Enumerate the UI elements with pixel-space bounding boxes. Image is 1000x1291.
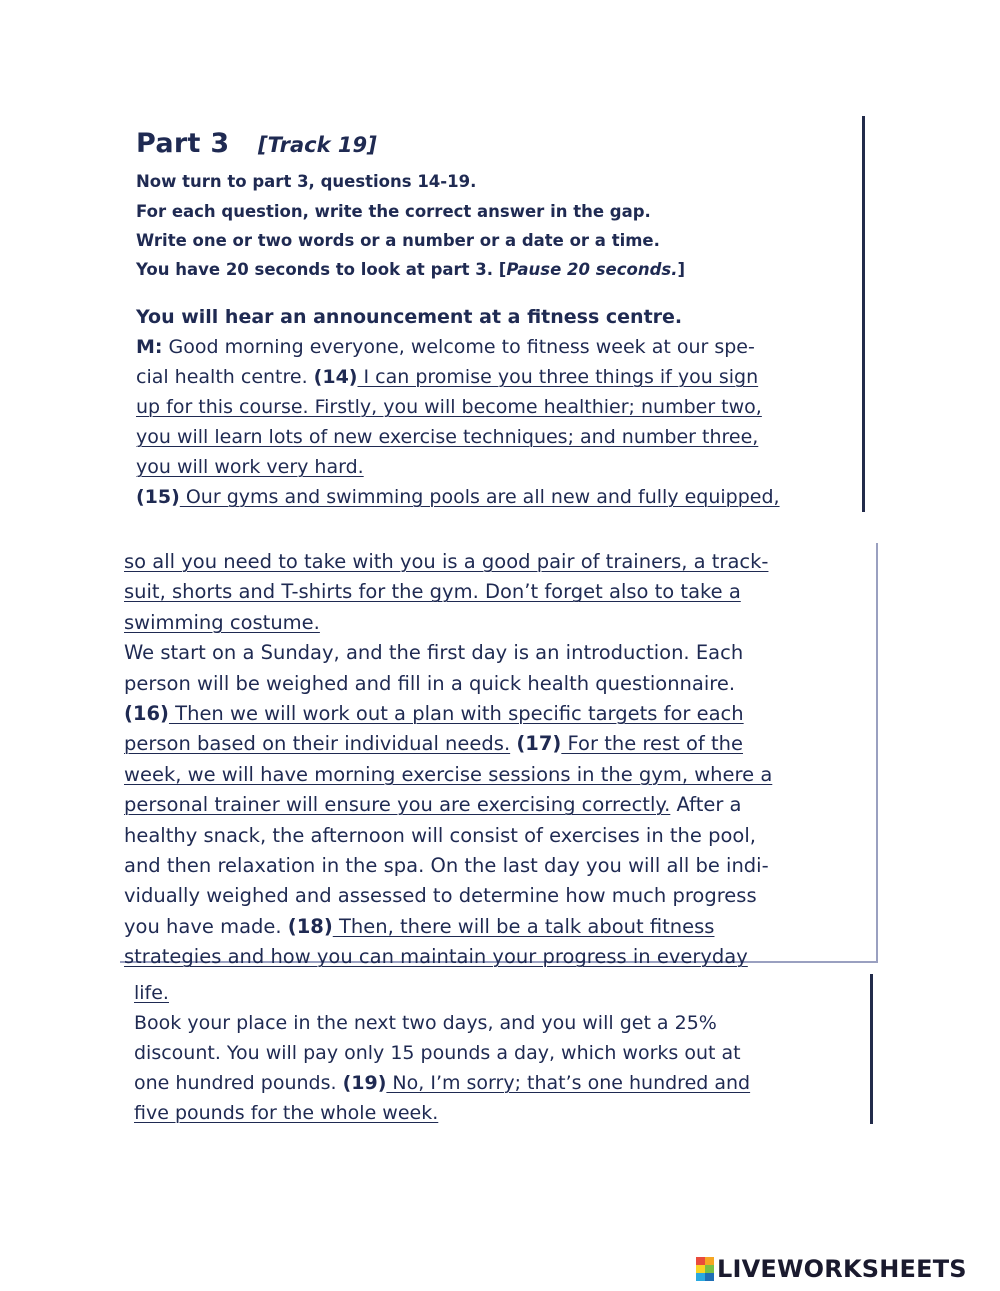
answer-text: week, we will have morning exercise sessions in the gym, where a — [124, 762, 773, 786]
transcript-text: After a — [670, 793, 742, 817]
transcript-text: cial health centre. — [136, 366, 314, 388]
time-note-prefix: You have 20 seconds to look at part 3. [ — [136, 260, 507, 279]
question-number: (18) — [287, 914, 333, 938]
transcript-line — [134, 978, 864, 1008]
transcript-text: healthy snack, the afternoon will consist of exercises in the pool, — [124, 823, 756, 847]
logo-cell — [705, 1257, 714, 1265]
transcript-line — [124, 608, 876, 638]
transcript-line — [136, 362, 856, 392]
transcript-line — [134, 1008, 864, 1038]
answer-text: I can promise you three things if you sign — [357, 366, 759, 388]
transcript-line — [136, 452, 856, 482]
answer-text: strategies and how you can maintain your progress in everyday — [124, 945, 748, 969]
instruction-line: Write one or two words or a number or a date or a time. — [136, 231, 660, 250]
answer-text: For the rest of the — [561, 732, 743, 756]
instruction-line: For each question, write the correct answer in the gap. — [136, 202, 651, 221]
time-note-suffix: ] — [677, 260, 686, 279]
logo-cell — [705, 1273, 714, 1281]
transcript-line — [124, 821, 876, 851]
transcript-text: Book your place in the next two days, and you will get a 25% — [134, 1012, 717, 1034]
logo-cell — [705, 1265, 714, 1273]
transcript-body — [124, 547, 876, 973]
transcript-line — [124, 638, 876, 668]
transcript-text: one hundred pounds. — [134, 1072, 343, 1094]
transcript-line — [124, 790, 876, 820]
transcript-line — [136, 422, 856, 452]
answer-text: Then we will work out a plan with specific targets for each — [168, 702, 744, 726]
transcript-body — [134, 978, 864, 1128]
question-number: (17) — [516, 732, 562, 756]
transcript-line — [134, 1068, 864, 1098]
answer-text: up for this course. Firstly, you will become healthier; number two, — [136, 396, 762, 418]
transcript-line — [134, 1098, 864, 1128]
scan-fragment-middle — [110, 543, 880, 969]
transcript-line — [124, 942, 876, 972]
question-number: (14) — [313, 366, 358, 388]
transcript-text: We start on a Sunday, and the first day is an introduction. Each — [124, 641, 744, 665]
logo-wordmark: LIVEWORKSHEETS — [717, 1255, 967, 1283]
transcript-text: and then relaxation in the spa. On the last day you will all be indi- — [124, 854, 769, 878]
margin-rule — [876, 543, 878, 961]
time-note — [136, 260, 685, 279]
logo-cell — [696, 1257, 705, 1265]
transcript-line — [124, 699, 876, 729]
pause-note: Pause 20 seconds. — [506, 260, 678, 279]
answer-text: swimming costume. — [124, 610, 320, 634]
logo-cell — [696, 1265, 705, 1273]
transcript-line — [136, 482, 856, 512]
answer-text: personal trainer will ensure you are exercising correctly. — [124, 793, 671, 817]
transcript-line — [124, 547, 876, 577]
answer-text: suit, shorts and T-shirts for the gym. Don’t forget also to take a — [124, 580, 741, 604]
question-number: (19) — [342, 1072, 387, 1094]
transcript-text: person will be weighed and fill in a quick health questionnaire. — [124, 671, 736, 695]
transcript-line — [134, 1038, 864, 1068]
transcript-line — [124, 881, 876, 911]
answer-text: Our gyms and swimming pools are all new and fully equipped, — [179, 486, 780, 508]
track-label: [Track 19] — [258, 133, 377, 157]
question-number: (15) — [136, 486, 180, 508]
answer-text: person based on their individual needs. — [124, 732, 511, 756]
question-number: (16) — [124, 702, 169, 726]
logo-icon — [696, 1257, 714, 1281]
answer-text: Then, there will be a talk about fitness — [332, 914, 715, 938]
transcript-line — [124, 851, 876, 881]
transcript-line — [124, 669, 876, 699]
scan-fragment-bottom — [120, 970, 880, 1130]
transcript-text: discount. You will pay only 15 pounds a day, which works out at — [134, 1042, 741, 1064]
transcript-line — [124, 729, 876, 759]
answer-text: life. — [134, 982, 169, 1004]
instruction-line: Now turn to part 3, questions 14-19. — [136, 172, 477, 191]
transcript-text: you have made. — [124, 914, 288, 938]
transcript-line — [136, 392, 856, 422]
scan-fragment-top — [110, 110, 870, 512]
transcript-line — [124, 577, 876, 607]
transcript-line — [136, 332, 856, 362]
answer-text: you will work very hard. — [136, 456, 364, 478]
transcript-line — [124, 760, 876, 790]
transcript-text: Good morning everyone, welcome to fitness week at our spe- — [162, 336, 755, 358]
margin-rule — [870, 974, 873, 1124]
transcript-text: vidually weighed and assessed to determine how much progress — [124, 884, 757, 908]
answer-text: so all you need to take with you is a good pair of trainers, a track- — [124, 550, 769, 573]
logo-cell — [696, 1273, 705, 1281]
answer-text: you will learn lots of new exercise techniques; and number three, — [136, 426, 759, 448]
section-heading: You will hear an announcement at a fitness centre. — [136, 306, 683, 328]
answer-text: five pounds for the whole week. — [134, 1102, 439, 1124]
transcript-line — [124, 912, 876, 942]
answer-text: No, I’m sorry; that’s one hundred and — [386, 1072, 751, 1094]
liveworksheets-logo — [696, 1252, 967, 1286]
transcript-body — [136, 332, 856, 512]
part-title: Part 3 — [136, 128, 230, 159]
speaker-label: M: — [136, 336, 163, 358]
margin-rule — [862, 116, 865, 512]
